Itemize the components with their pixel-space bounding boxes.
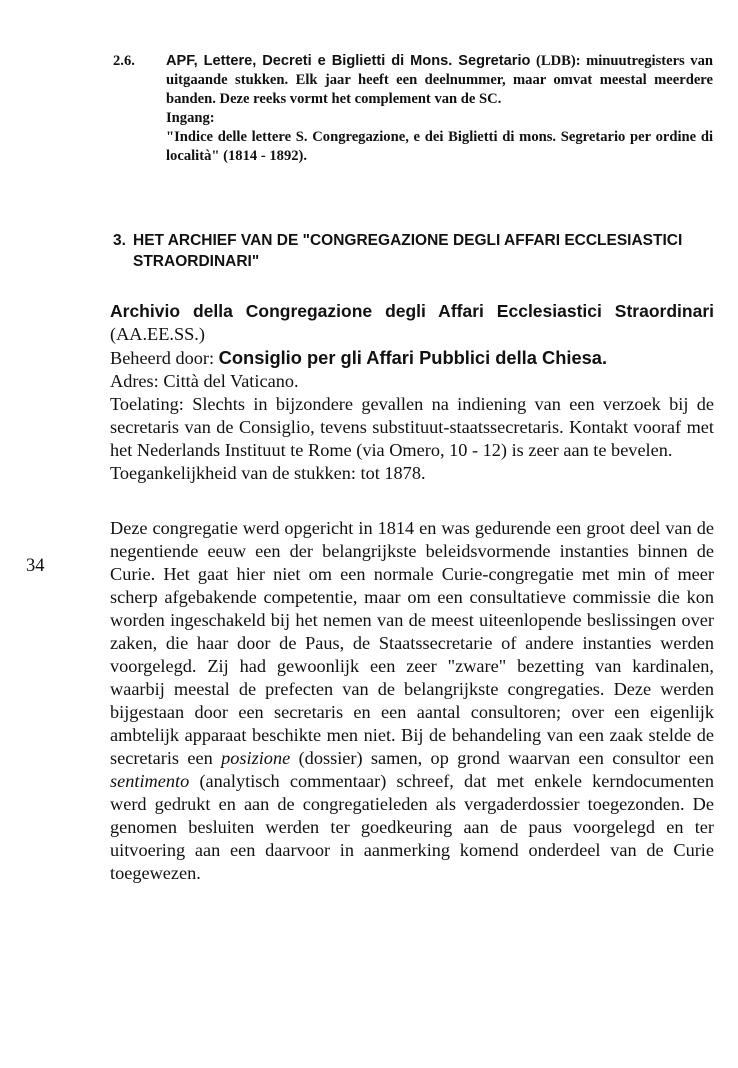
archive-abbreviation: (AA.EE.SS.)	[110, 324, 205, 344]
paragraph-part-3: (analytisch commentaar) schreef, dat met enkele kerndocumenten werd gedrukt en aan de congregatieleden als vergaderdossier toegezonden. De genomen besluiten werden ter goedkeuring aan de paus voorgelegd en ter uitvoering aan een daarvoor in aanmerking komend onderdeel van de Curie toegewezen.	[110, 771, 714, 883]
archive-info	[110, 300, 714, 485]
heading-number: 3.	[113, 232, 126, 249]
address-label: Adres:	[110, 371, 159, 391]
paragraph-part-1: Deze congregatie werd opgericht in 1814 en was gedurende een groot deel van de negentiende eeuw een der belangrijkste beleidsvormende instanties binnen de Curie. Het gaat hier niet om een normale Curie-congregatie met min of meer scherp afgebakende competentie, maar om een consultatieve commissie die kon worden ingeschakeld bij het nemen van de meest uiteenlopende beslissingen over zaken, die haar door de Paus, de Staatssecretarie of andere instanties werden voorgelegd. Zij had gewoonlijk een zeer "zware" bezetting van kardinalen, waarbij meestal de prefecten van de belangrijkste congregaties. Deze werden bijgestaan door een secretaris en een aantal consultoren; over een eigenlijk ambtelijk apparaat beschikte men niet. Bij de behandeling van een zaak stelde de secretaris een	[110, 518, 714, 768]
section-description	[166, 52, 713, 109]
address-row	[110, 370, 714, 393]
ingang-text: "Indice delle lettere S. Congregazione, e dei Biglietti di mons. Segretario per ordine di località" (1814 - 1892).	[166, 129, 713, 164]
accessibility-line: Toegankelijkheid van de stukken: tot 1878.	[110, 463, 426, 483]
section-3-heading	[113, 230, 713, 272]
managed-by-label: Beheerd door:	[110, 348, 215, 368]
section-2-6	[113, 52, 713, 166]
page-number: 34	[26, 556, 45, 576]
admission-row	[110, 393, 714, 462]
body-paragraph	[110, 517, 714, 885]
term-posizione: posizione	[221, 748, 291, 768]
heading-text: HET ARCHIEF VAN DE "CONGREGAZIONE DEGLI AFFARI ECCLESIASTICI STRAORDINARI"	[133, 232, 683, 270]
series-description: (LDB): minuutregisters van uitgaande stukken. Elk jaar heeft een deelnummer, maar omvat meestal meerdere banden. Deze reeks vormt het complement van de SC.	[166, 53, 713, 107]
admission-value: Slechts in bijzondere gevallen na indiening van een verzoek bij de secretaris van de Consiglio, tevens substituut-staatssecretaris. Kontakt vooraf met het Nederlands Instituut te Rome (via Omero, 10 - 12) is zeer aan te bevelen.	[110, 394, 714, 460]
admission-label: Toelating:	[110, 394, 184, 414]
term-sentimento: sentimento	[110, 771, 190, 791]
series-title: APF, Lettere, Decreti e Biglietti di Mons. Segretario	[166, 53, 531, 69]
archive-title: Archivio della Congregazione degli Affari Ecclesiastici Straordinari	[110, 301, 714, 321]
section-number: 2.6.	[113, 53, 135, 69]
address-value: Città del Vaticano.	[163, 371, 299, 391]
managed-by-value: Consiglio per gli Affari Pubblici della Chiesa.	[218, 347, 608, 368]
paragraph-part-2: (dossier) samen, op grond waarvan een consultor een	[298, 748, 715, 768]
ingang-label: Ingang:	[166, 110, 215, 126]
managed-by-row	[110, 346, 714, 370]
